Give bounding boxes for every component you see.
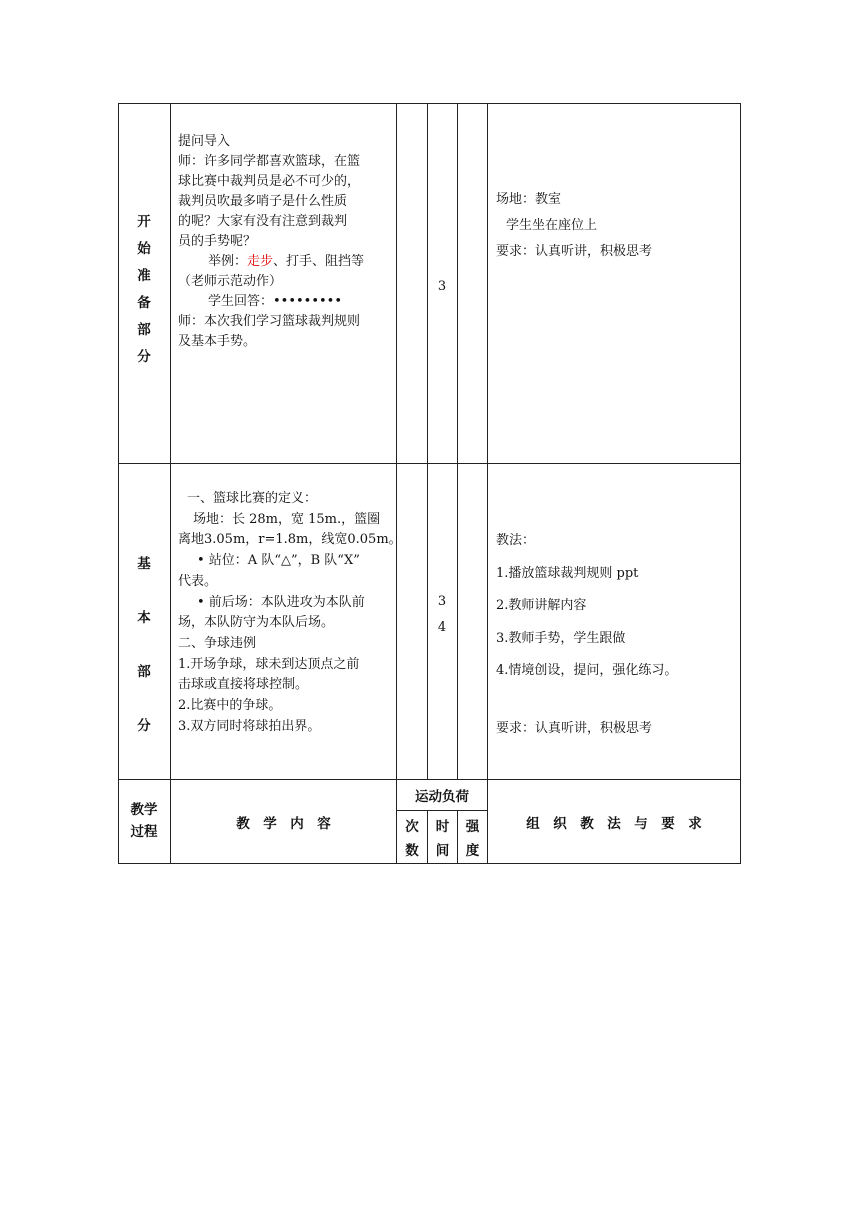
section2-line: 击球或直接将球控制。	[178, 677, 309, 693]
section2-line: • 站位：A 队“△”，B 队“X”	[197, 553, 360, 569]
section1-para-line: 员的手势呢？	[178, 234, 257, 249]
section1-para-line: 的呢？大家有没有注意到裁判	[178, 214, 348, 229]
section2-line: • 前后场：本队进攻为本队前	[197, 594, 365, 610]
table-border-bottom	[118, 863, 741, 864]
section1-venue: 场地：教室	[496, 192, 562, 207]
header-time: 时 间	[435, 819, 450, 859]
table-border-right	[740, 103, 741, 864]
section2-line: 离地3.05m，r=1.8m，线宽0.05m。	[178, 532, 402, 548]
col-divider-2	[396, 103, 397, 864]
section1-para-line: 裁判员吹最多哨子是什么性质	[178, 194, 348, 209]
section2-step: 1.播放篮球裁判规则 ppt	[496, 565, 639, 581]
section1-content	[178, 132, 364, 352]
section2-org	[496, 525, 677, 745]
section1-closing-line: 及基本手势。	[178, 334, 257, 349]
section2-line: 2.比赛中的争球。	[178, 698, 282, 714]
section2-label: 基 本 部 分	[137, 556, 151, 734]
row-divider-2	[118, 779, 741, 780]
example-highlight: 走步	[247, 254, 274, 269]
section2-line: 场，本队防守为本队后场。	[178, 615, 335, 631]
section2-time-digit: 4	[437, 620, 447, 635]
header-load: 运动负荷	[415, 789, 469, 805]
header-count: 次 数	[405, 819, 419, 859]
section2-line: 场地：长 28m，宽 15m.，篮圈	[193, 511, 381, 527]
section2-method-title: 教法：	[496, 533, 536, 548]
section1-closing-line: 师：本次我们学习篮球裁判规则	[178, 314, 361, 329]
col-divider-5	[487, 103, 488, 864]
header-content: 教 学 内 容	[236, 816, 331, 832]
section2-time-digit: 3	[437, 594, 447, 609]
section1-time: 3	[437, 279, 447, 294]
section2-line: 1.开场争球，球未到达顶点之前	[178, 656, 360, 672]
header-intensity: 强 度	[465, 819, 480, 859]
section2-line: 一、篮球比赛的定义：	[187, 491, 318, 506]
example-prefix: 举例：	[208, 254, 248, 269]
section1-example-cont: （老师示范动作）	[178, 274, 283, 289]
section1-example	[178, 252, 364, 272]
col-divider-1	[170, 103, 171, 864]
example-rest: 、打手、阻挡等	[273, 254, 365, 269]
section1-requirement: 要求：认真听讲，积极思考	[496, 244, 653, 259]
section2-time	[427, 589, 457, 641]
load-header-divider	[396, 810, 487, 811]
section2-step: 2.教师讲解内容	[496, 598, 587, 613]
lesson-plan-table	[118, 103, 741, 864]
col-divider-3	[427, 103, 428, 779]
section1-label: 开 始 准 备 部 分	[137, 214, 151, 365]
section1-para-line: 球比赛中裁判员是必不可少的，	[178, 174, 361, 189]
section2-content	[178, 489, 402, 737]
section2-line: 3.双方同时将球拍出界。	[178, 718, 321, 734]
section2-line: 代表。	[178, 573, 218, 589]
header-process: 教学 过程	[130, 802, 158, 840]
section1-title: 提问导入	[178, 134, 231, 149]
section1-para-line: 师：许多同学都喜欢篮球，在篮	[178, 154, 361, 169]
section1-answer: 学生回答：•••••••••	[208, 294, 343, 309]
header-org: 组 织 教 法 与 要 求	[526, 816, 702, 832]
section2-step: 4.情境创设，提问，强化练习。	[496, 663, 678, 678]
row-divider-1	[118, 463, 741, 464]
col-divider-4	[457, 103, 458, 779]
section1-seat: 学生坐在座位上	[506, 218, 598, 233]
section2-step: 3.教师手势，学生跟做	[496, 630, 626, 646]
section2-requirement: 要求：认真听讲，积极思考	[496, 720, 653, 736]
table-border-top	[118, 103, 741, 104]
section2-line: 二、争球违例	[178, 635, 257, 651]
section1-org	[496, 187, 652, 265]
